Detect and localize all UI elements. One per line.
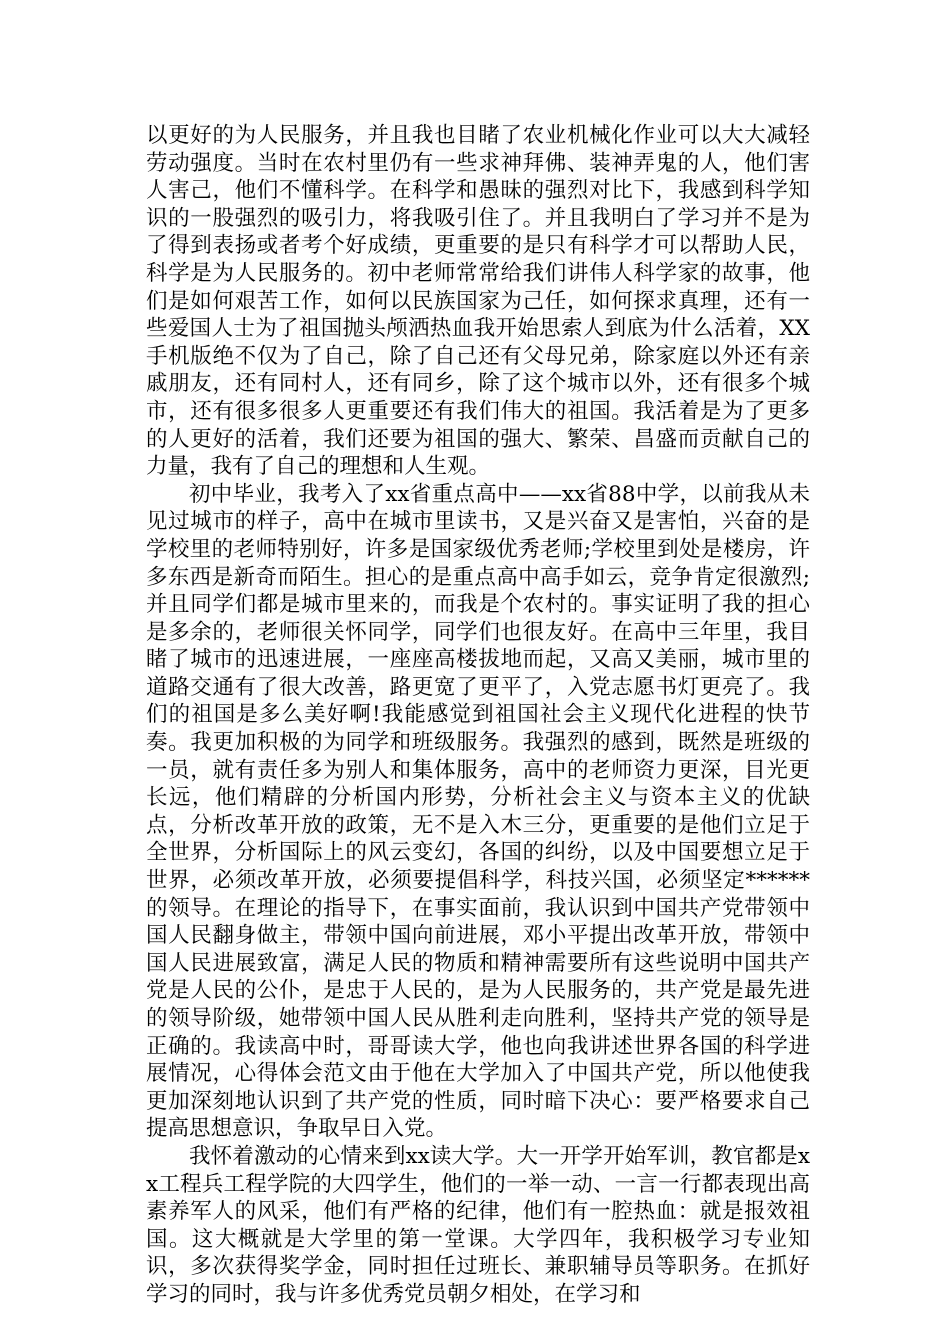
document-body bbox=[146, 122, 810, 1309]
paragraph-2: 初中毕业，我考入了xx省重点高中——xx省88中学，以前我从未见过城市的样子，高中在城市里读书，又是兴奋又是害怕，兴奋的是学校里的老师特别好，许多是国家级优秀老师;学校里到处是楼房，许多东西是新奇而陌生。担心的是重点高中高手如云，竞争肯定很激烈;并且同学们都是城市里来的，而我是个农村的。事实证明了我的担心是多余的，老师很关怀同学，同学们也很友好。在高中三年里，我目睹了城市的迅速进展，一座座高楼拔地而起，又高又美丽，城市里的道路交通有了很大改善，路更宽了更平了，入党志愿书灯更亮了。我们的祖国是多么美好啊!我能感觉到祖国社会主义现代化进程的快节奏。我更加积极的为同学和班级服务。我强烈的感到，既然是班级的一员，就有责任多为别人和集体服务，高中的老师资力更深，目光更长远，他们精辟的分析国内形势，分析社会主义与资本主义的优缺点，分析改革开放的政策，无不是入木三分，更重要的是他们立足于全世界，分析国际上的风云变幻，各国的纠纷，以及中国要想立足于世界，必须改革开放，必须要提倡科学，科技兴国，必须坚定******的领导。在理论的指导下，在事实面前，我认识到中国共产党带领中国人民翻身做主，带领中国向前进展，邓小平提出改革开放，带领中国人民进展致富，满足人民的物质和精神需要所有这些说明中国共产党是人民的公仆，是忠于人民的，是为人民服务的，共产党是最先进的领导阶级，她带领中国人民从胜利走向胜利，坚持共产党的领导是正确的。我读高中时，哥哥读大学，他也向我讲述世界各国的科学进展情况，心得体会范文由于他在大学加入了中国共产党，所以他使我更加深刻地认识到了共产党的性质，同时暗下决心：要严格要求自己提高思想意识，争取早日入党。 bbox=[146, 481, 810, 1142]
paragraph-1: 以更好的为人民服务，并且我也目睹了农业机械化作业可以大大减轻劳动强度。当时在农村里仍有一些求神拜佛、装神弄鬼的人，他们害人害己，他们不懂科学。在科学和愚昧的强烈对比下，我感到科学知识的一股强烈的吸引力，将我吸引住了。并且我明白了学习并不是为了得到表扬或者考个好成绩，更重要的是只有科学才可以帮助人民，科学是为人民服务的。初中老师常常给我们讲伟人科学家的故事，他们是如何艰苦工作，如何以民族国家为己任，如何探求真理，还有一些爱国人士为了祖国抛头颅洒热血我开始思索人到底为什么活着，XX手机版绝不仅为了自己，除了自己还有父母兄弟，除家庭以外还有亲戚朋友，还有同村人，还有同乡，除了这个城市以外，还有很多个城市，还有很多很多人更重要还有我们伟大的祖国。我活着是为了更多的人更好的活着，我们还要为祖国的强大、繁荣、昌盛而贡献自己的力量，我有了自己的理想和人生观。 bbox=[146, 123, 810, 480]
paragraph-3: 我怀着激动的心情来到xx读大学。大一开学开始军训，教官都是xx工程兵工程学院的大四学生，他们的一举一动、一言一行都表现出高素养军人的风采，他们有严格的纪律，他们有一腔热血：就是报效祖国。这大概就是大学里的第一堂课。大学四年，我积极学习专业知识，多次获得奖学金，同时担任过班长、兼职辅导员等职务。在抓好学习的同时，我与许多优秀党员朝夕相处，在学习和 bbox=[146, 1143, 810, 1307]
